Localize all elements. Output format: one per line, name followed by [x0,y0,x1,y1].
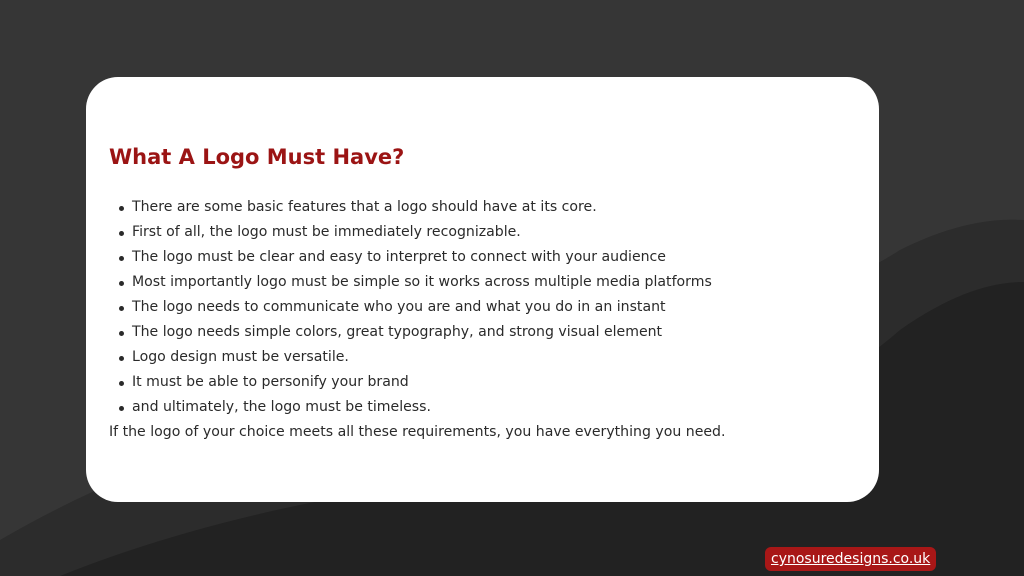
bullet-item: Logo design must be versatile. [109,345,712,370]
bullet-item: It must be able to personify your brand [109,370,712,395]
slide-title: What A Logo Must Have? [109,145,405,169]
content-card [86,77,879,502]
bullet-item: Most importantly logo must be simple so it works across multiple media platforms [109,270,712,295]
bullet-item: The logo needs simple colors, great typography, and strong visual element [109,320,712,345]
bullet-list [109,195,712,420]
summary-text: If the logo of your choice meets all these requirements, you have everything you need. [109,424,726,440]
bullet-item: First of all, the logo must be immediately recognizable. [109,220,712,245]
bullet-item: and ultimately, the logo must be timeless. [109,395,712,420]
bullet-item: The logo must be clear and easy to interpret to connect with your audience [109,245,712,270]
website-link[interactable]: cynosuredesigns.co.uk [765,547,936,571]
bullet-item: The logo needs to communicate who you are and what you do in an instant [109,295,712,320]
bullet-item: There are some basic features that a logo should have at its core. [109,195,712,220]
